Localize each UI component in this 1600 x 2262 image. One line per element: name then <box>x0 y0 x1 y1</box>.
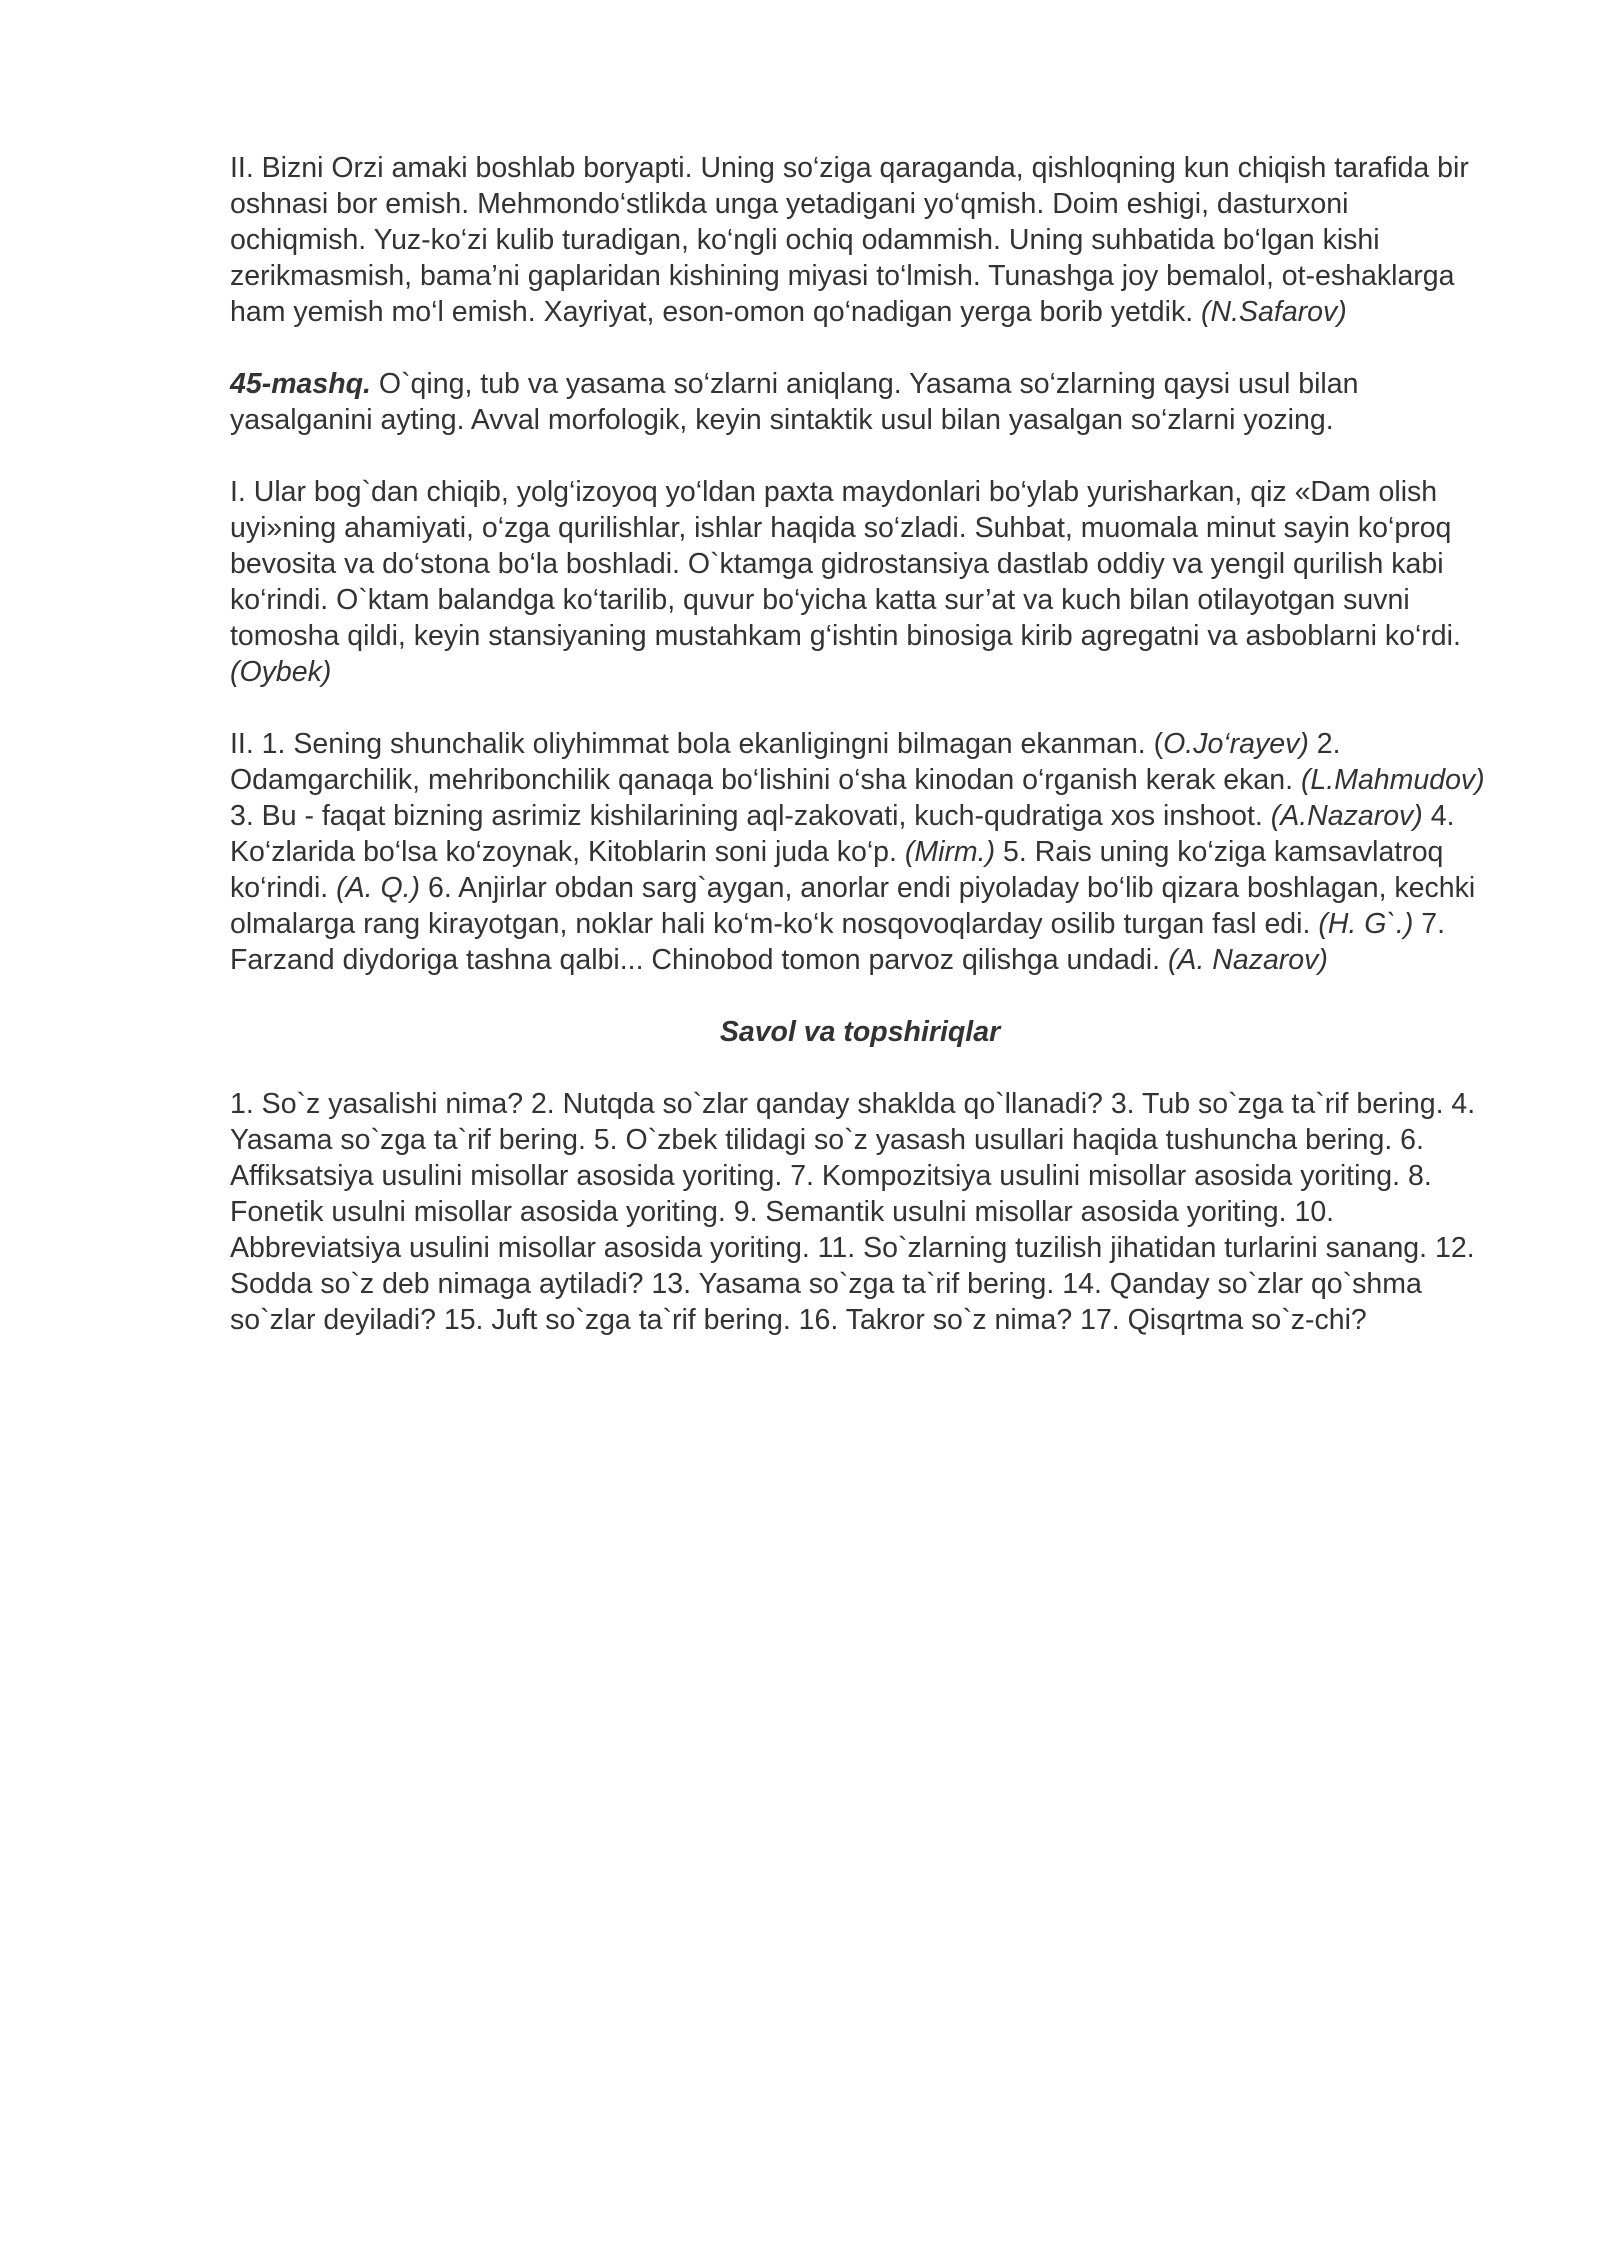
sentence-3: 3. Bu - faqat bizning asrimiz kishilarining aql-zakovati, kuch-qudratiga xos inshoot. <box>230 800 1271 832</box>
source-citation: (H. G`.) <box>1318 908 1414 940</box>
exercise-label: 45-mashq. <box>230 368 371 400</box>
source-citation: (Mirm.) <box>904 836 996 868</box>
source-citation: (Oybek) <box>230 656 332 688</box>
source-citation: O.Jo‘rayev) <box>1163 728 1309 760</box>
source-citation: (L.Mahmudov) <box>1300 764 1485 796</box>
paragraph-body: I. Ular bog`dan chiqib, yolg‘izoyoq yo‘ldan paxta maydonlari bo‘ylab yurisharkan, qiz «Dam olish uyi»ning ahamiyati, o‘zga qurilishlar, ishlar haqida so‘zladi. Suhbat, muomala minut sayin ko‘proq bevosita va do‘stona bo‘la boshladi. O`ktamga gidrostansiya dastlab oddiy va yengil qurilish kabi ko‘rindi. O`ktam balandga ko‘tarilib, quvur bo‘yicha katta sur’at va kuch bilan otilayotgan suvni tomosha qildi, keyin stansiyaning mustahkam g‘ishtin binosiga kirib agregatni va asboblarni ko‘rdi. <box>230 476 1461 652</box>
sentence-1: II. 1. Sening shunchalik oliyhimmat bola ekanligingni bilmagan ekanman. ( <box>230 728 1164 760</box>
paragraph-text-2 <box>230 150 1490 330</box>
source-citation: (A. Q.) <box>336 872 421 904</box>
exercise-part-1 <box>230 474 1490 690</box>
exercise-45-instructions <box>230 366 1490 438</box>
exercise-instructions: O`qing, tub va yasama so‘zlarni aniqlang. Yasama so‘zlarning qaysi usul bilan yasalganini ayting. Avval morfologik, keyin sintaktik usul bilan yasalgan so‘zlarni yozing. <box>230 368 1359 436</box>
sentence-5: 5. Rais uning ko‘ziga kamsavlatroq ko‘rindi. <box>230 836 1444 904</box>
paragraph-body: II. Bizni Orzi amaki boshlab boryapti. Uning so‘ziga qaraganda, qishloqning kun chiqish tarafida bir oshnasi bor emish. Mehmondo‘stlikda unga yetadigani yo‘qmish. Doim eshigi, dasturxoni ochiqmish. Yuz-ko‘zi kulib turadigan, ko‘ngli ochiq odammish. Uning suhbatida bo‘lgan kishi zerikmasmish, bama’ni gaplaridan kishining miyasi to‘lmish. Tunashga joy bemalol, ot-eshaklarga ham yemish mo‘l emish. Xayriyat, eson-omon qo‘nadigan yerga borib yetdik. <box>230 152 1469 328</box>
exercise-part-2 <box>230 726 1490 978</box>
sentence-2: 2. Odamgarchilik, mehribonchilik qanaqa bo‘lishini o‘sha kinodan o‘rganish kerak ekan. <box>230 728 1341 796</box>
sentence-6: 6. Anjirlar obdan sarg`aygan, anorlar endi piyoladay bo‘lib qizara boshlagan, kechki olmalarga rang kirayotgan, noklar hali ko‘m-ko‘k nosqovoqlarday osilib turgan fasl edi. <box>230 872 1476 940</box>
source-citation: (N.Safarov) <box>1201 296 1347 328</box>
source-citation: (A. Nazarov) <box>1167 944 1328 976</box>
sentence-4: 4. Ko‘zlarida bo‘lsa ko‘zoynak, Kitoblarin soni juda ko‘p. <box>230 800 1455 868</box>
source-citation: (A.Nazarov) <box>1270 800 1423 832</box>
section-heading: Savol va topshiriqlar <box>719 1016 1001 1048</box>
document-page <box>230 150 1490 1374</box>
sentence-7: 7. Farzand diydoriga tashna qalbi... Chinobod tomon parvoz qilishga undadi. <box>230 908 1445 976</box>
questions-list: 1. So`z yasalishi nima? 2. Nutqda so`zlar qanday shaklda qo`llanadi? 3. Tub so`zga ta`rif bering. 4. Yasama so`zga ta`rif bering. 5. O`zbek tilidagi so`z yasash usullari haqida tushuncha bering. 6. Affiksatsiya usulini misollar asosida yoriting. 7. Kompozitsiya usulini misollar asosida yoriting. 8. Fonetik usulni misollar asosida yoriting. 9. Semantik usulni misollar asosida yoriting. 10. Abbreviatsiya usulini misollar asosida yoriting. 11. So`zlarning tuzilish jihatidan turlarini sanang. 12. Sodda so`z deb nimaga aytiladi? 13. Yasama so`zga ta`rif bering. 14. Qanday so`zlar qo`shma so`zlar deyiladi? 15. Juft so`zga ta`rif bering. 16. Takror so`z nima? 17. Qisqrtma so`z-chi? <box>230 1088 1476 1336</box>
